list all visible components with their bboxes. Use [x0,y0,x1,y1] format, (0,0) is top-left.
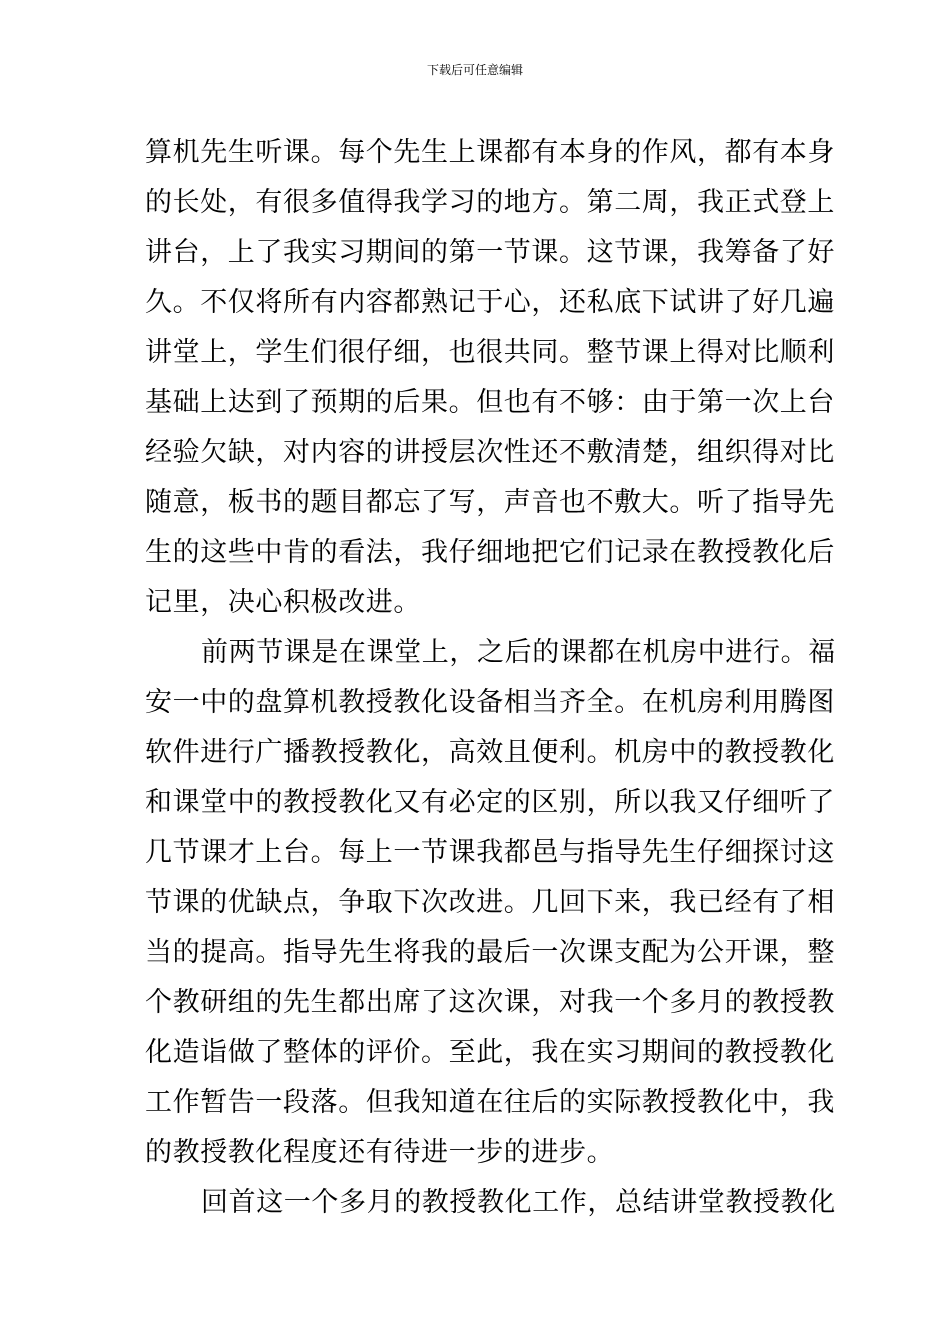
text-line: 当的提高。指导先生将我的最后一次课支配为公开课，整 [145,937,835,968]
text-line: 讲堂上，学生们很仔细，也很共同。整节课上得对比顺利 [145,337,835,368]
text-line: 的长处，有很多值得我学习的地方。第二周，我正式登上 [145,187,835,218]
text-line: 个教研组的先生都出席了这次课，对我一个多月的教授教 [145,987,835,1018]
text-line: 生的这些中肯的看法，我仔细地把它们记录在教授教化后 [145,537,835,568]
text-line: 随意，板书的题目都忘了写，声音也不敷大。听了指导先 [145,487,835,518]
text-line: 基础上达到了预期的后果。但也有不够：由于第一次上台 [145,387,835,418]
page-header-note: 下载后可任意编辑 [426,63,523,77]
text-line: 工作暂告一段落。但我知道在往后的实际教授教化中，我 [145,1087,835,1118]
text-line: 软件进行广播教授教化，高效且便利。机房中的教授教化 [145,737,835,768]
paragraph-start-line: 回首这一个多月的教授教化工作，总结讲堂教授教化 [201,1187,836,1218]
text-line: 安一中的盘算机教授教化设备相当齐全。在机房利用腾图 [145,687,835,718]
text-line: 化造诣做了整体的评价。至此，我在实习期间的教授教化 [145,1037,835,1068]
text-line: 经验欠缺，对内容的讲授层次性还不敷清楚，组织得对比 [145,437,835,468]
text-line: 记里，决心积极改进。 [145,587,421,618]
document-body [145,128,836,1228]
text-line: 的教授教化程度还有待进一步的进步。 [145,1137,615,1168]
text-line: 几节课才上台。每上一节课我都邑与指导先生仔细探讨这 [145,837,835,868]
text-line: 久。不仅将所有内容都熟记于心，还私底下试讲了好几遍 [145,287,835,318]
text-line: 和课堂中的教授教化又有必定的区别，所以我又仔细听了 [145,787,835,818]
paragraph-start-line: 前两节课是在课堂上，之后的课都在机房中进行。福 [201,637,836,668]
text-line: 节课的优缺点，争取下次改进。几回下来，我已经有了相 [145,887,835,918]
text-line: 讲台，上了我实习期间的第一节课。这节课，我筹备了好 [145,237,835,268]
text-line: 算机先生听课。每个先生上课都有本身的作风，都有本身 [145,137,835,168]
